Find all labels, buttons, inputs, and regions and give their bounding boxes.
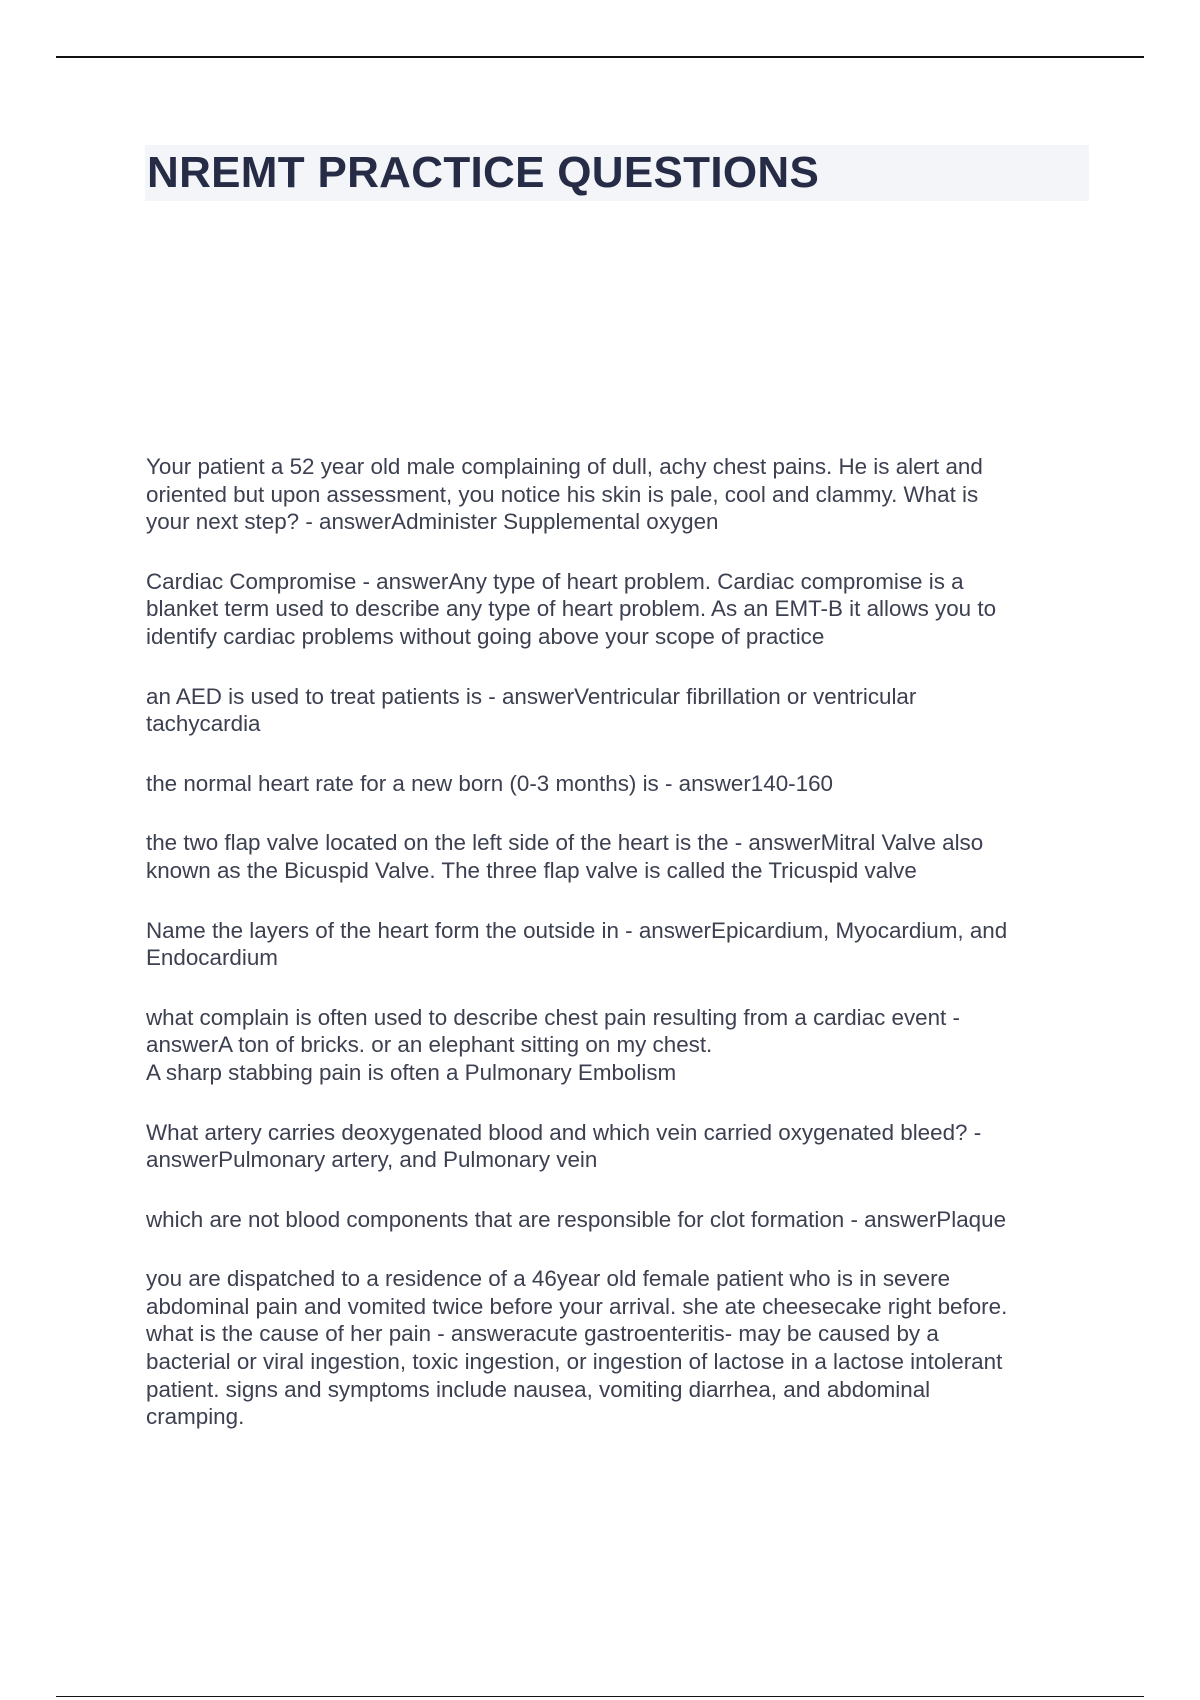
qa-item: you are dispatched to a residence of a 46year old female patient who is in severe abdominal pain and vomited twice before your arrival. she ate cheesecake right before. what is the cause of her pain - answeracute gastroenteritis- may be caused by a bacterial or viral ingestion, toxic ingestion, or ingestion of lactose in a lactose intolerant patient. signs and symptoms include nausea, vomiting diarrhea, and abdominal cramping. — [146, 1266, 1008, 1430]
qa-list — [146, 451, 1090, 1461]
qa-item: which are not blood components that are responsible for clot formation - answerPlaque — [146, 1206, 1007, 1232]
qa-item: Name the layers of the heart form the outside in - answerEpicardium, Myocardium, and Endocardium — [146, 917, 1008, 971]
qa-item: Cardiac Compromise - answerAny type of heart problem. Cardiac compromise is a blanket term used to describe any type of heart problem. As an EMT-B it allows you to identify cardiac problems without going above your scope of practice — [146, 568, 997, 649]
top-rule — [56, 56, 1144, 58]
qa-item: Your patient a 52 year old male complaining of dull, achy chest pains. He is alert and oriented but upon assessment, you notice his skin is pale, cool and clammy. What is your next step? - answerAdminister Supplemental oxygen — [146, 454, 983, 535]
qa-item: the normal heart rate for a new born (0-3 months) is - answer140-160 — [146, 770, 833, 796]
qa-item: the two flap valve located on the left side of the heart is the - answerMitral Valve also known as the Bicuspid Valve. The three flap valve is called the Tricuspid valve — [146, 830, 984, 883]
page-title: NREMT PRACTICE QUESTIONS — [147, 148, 820, 197]
qa-item: what complain is often used to describe chest pain resulting from a cardiac event - answerA ton of bricks. or an elephant sitting on my chest. A sharp stabbing pain is often a Pulmonary Embolism — [146, 1004, 960, 1085]
bottom-rule — [56, 1696, 1144, 1697]
qa-item: an AED is used to treat patients is - answerVentricular fibrillation or ventricular tachycardia — [146, 683, 917, 737]
qa-item: What artery carries deoxygenated blood and which vein carried oxygenated bleed? - answerPulmonary artery, and Pulmonary vein — [146, 1119, 982, 1173]
